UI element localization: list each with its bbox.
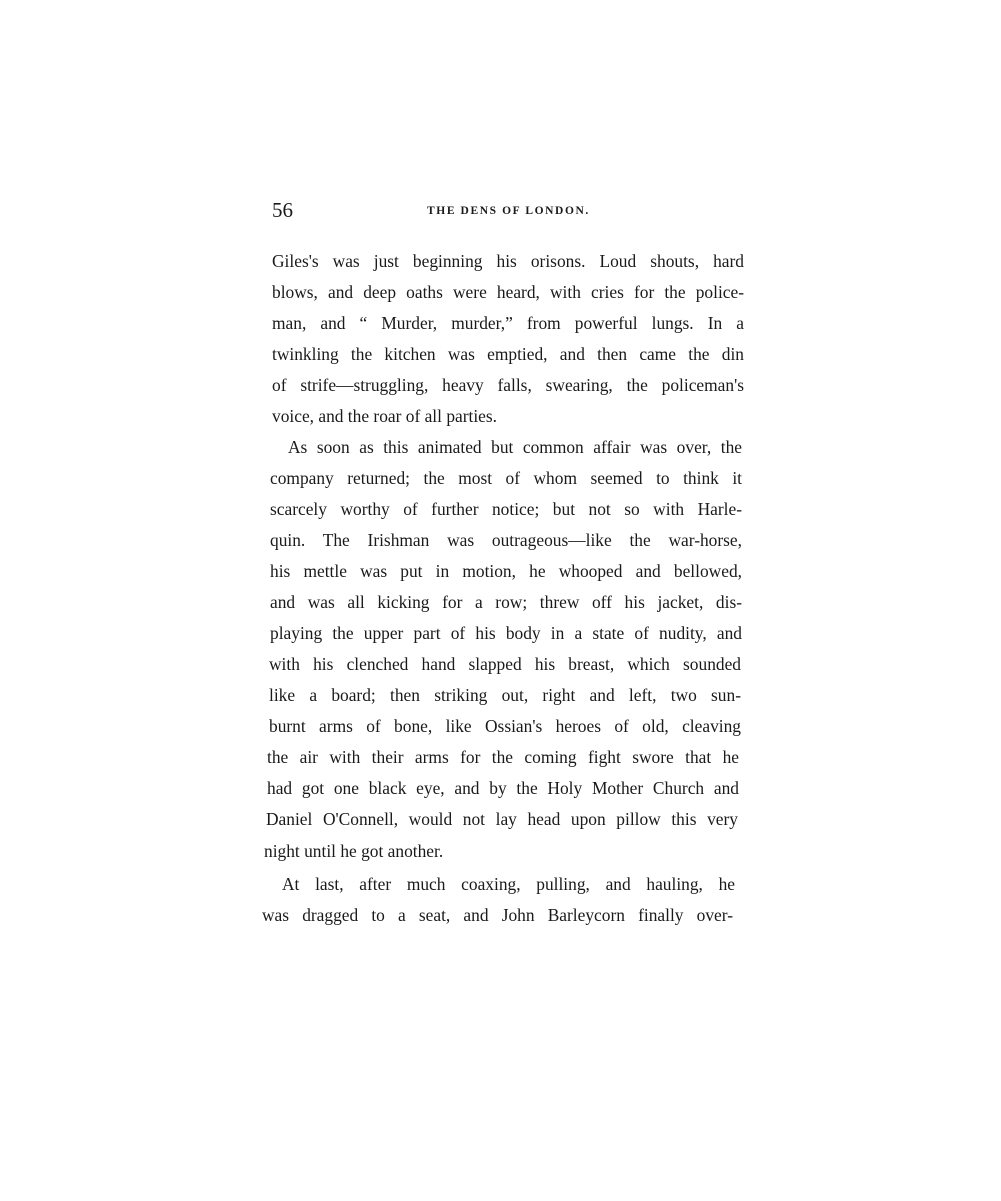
text-line: playing the upper part of his body in a state of nudity, and xyxy=(270,623,742,643)
text-line: the air with their arms for the coming fight swore that he xyxy=(267,747,739,767)
text-line: his mettle was put in motion, he whooped and bellowed, xyxy=(270,561,742,581)
text-line: twinkling the kitchen was emptied, and then came the din xyxy=(272,344,744,364)
text-line: voice, and the roar of all parties. xyxy=(272,406,498,426)
text-line: As soon as this animated but common affair was over, the xyxy=(288,437,742,457)
text-line: Giles's was just beginning his orisons. Loud shouts, hard xyxy=(272,251,744,271)
text-line: man, and “ Murder, murder,” from powerful lungs. In a xyxy=(272,313,744,333)
text-line: burnt arms of bone, like Ossian's heroes of old, cleaving xyxy=(269,716,741,736)
page-header xyxy=(272,198,742,226)
text-line: of strife—struggling, heavy falls, swearing, the policeman's xyxy=(272,375,744,395)
text-line: scarcely worthy of further notice; but not so with Harle- xyxy=(270,499,742,519)
text-line: quin. The Irishman was outrageous—like the war-horse, xyxy=(270,530,742,550)
text-line: At last, after much coaxing, pulling, and hauling, he xyxy=(282,874,735,894)
running-head: THE DENS OF LONDON. xyxy=(427,205,590,217)
text-line: night until he got another. xyxy=(264,841,444,861)
text-line: was dragged to a seat, and John Barleycorn finally over- xyxy=(262,905,733,925)
text-line: with his clenched hand slapped his breast, which sounded xyxy=(269,654,741,674)
page-number: 56 xyxy=(272,198,293,222)
text-line: company returned; the most of whom seemed to think it xyxy=(270,468,742,488)
text-line: like a board; then striking out, right and left, two sun- xyxy=(269,685,741,705)
text-line: Daniel O'Connell, would not lay head upon pillow this very xyxy=(266,809,738,829)
text-line: blows, and deep oaths were heard, with cries for the police- xyxy=(272,282,744,302)
text-line: and was all kicking for a row; threw off his jacket, dis- xyxy=(270,592,742,612)
text-line: had got one black eye, and by the Holy Mother Church and xyxy=(267,778,739,798)
